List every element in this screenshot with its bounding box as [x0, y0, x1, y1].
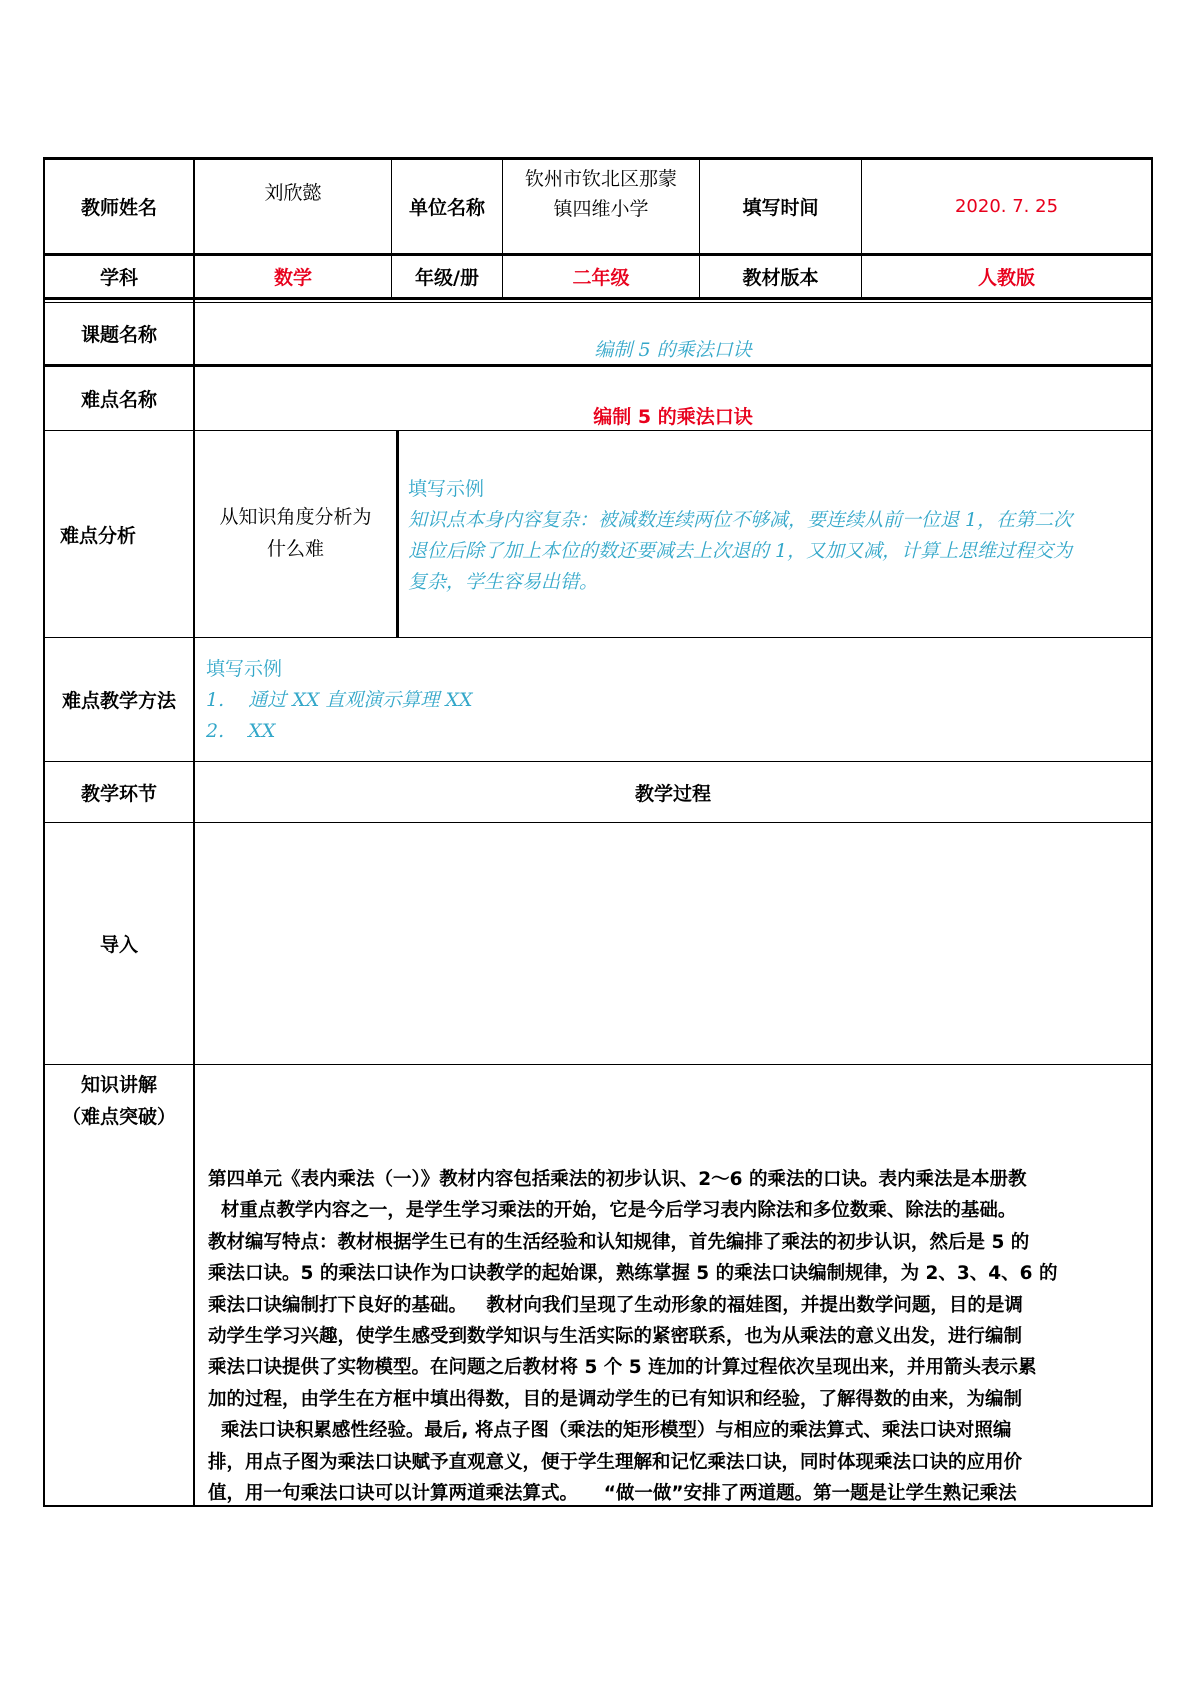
knowledge-label-line-2: （难点突破）	[61, 1106, 176, 1128]
unit-name-label: 单位名称	[408, 197, 485, 219]
fill-date-label: 填写时间	[742, 197, 819, 219]
process-step-label: 教学环节	[80, 782, 157, 805]
analysis-divider	[396, 430, 399, 637]
analysis-example	[408, 474, 1148, 598]
method-item-1: 1. 通过 XX 直观演示算理 XX	[206, 689, 473, 711]
edition-label: 教材版本	[742, 267, 819, 289]
table-rule-4	[43, 364, 1153, 367]
subject-value: 数学	[273, 267, 312, 289]
grade-label: 年级/册	[415, 267, 479, 289]
knowledge-line-4: 乘法口诀。5 的乘法口诀作为口诀教学的起始课，熟练掌握 5 的乘法口诀编制规律，为 2、3、4、6 的	[208, 1263, 1058, 1285]
analysis-sub-label	[195, 495, 396, 570]
table-rule-5	[43, 430, 1153, 431]
knowledge-content	[208, 1164, 1143, 1509]
knowledge-line-1: 第四单元《表内乘法（一）》教材内容包括乘法的初步认识、2～6 的乘法的口诀。表内乘法是本册教	[208, 1169, 1027, 1190]
knowledge-label	[45, 1066, 193, 1136]
unit-name-line-1: 钦州市钦北区那蒙	[524, 168, 677, 190]
knowledge-line-3: 教材编写特点：教材根据学生已有的生活经验和认知规律，首先编排了乘法的初步认识，然后是 5 的	[208, 1231, 1030, 1253]
knowledge-line-10: 排，用点子图为乘法口诀赋予直观意义，便于学生理解和记忆乘法口诀，同时体现乘法口诀的应用价	[208, 1451, 1023, 1473]
knowledge-line-2: 材重点教学内容之一，是学生学习乘法的开始，它是今后学习表内除法和多位数乘、除法的基础。	[208, 1200, 1017, 1222]
difficulty-label: 难点名称	[80, 389, 157, 411]
knowledge-label-line-1: 知识讲解	[80, 1074, 157, 1096]
analysis-example-title: 填写示例	[408, 478, 485, 500]
teacher-name-label: 教师姓名	[80, 197, 157, 219]
analysis-line-2: 退位后除了加上本位的数还要减去上次退的 1，又加又减，计算上思维过程交为	[408, 540, 1073, 562]
knowledge-line-5: 乘法口诀编制打下良好的基础。 教材向我们呈现了生动形象的福娃图，并提出数学问题，目的是调	[208, 1294, 1023, 1316]
unit-name-value	[503, 160, 699, 228]
edition-value: 人教版	[977, 267, 1035, 289]
table-rule-3	[43, 302, 1153, 303]
teacher-name-value: 刘欣懿	[264, 181, 322, 204]
knowledge-line-9: 乘法口诀积累感性经验。最后, 将点子图（乘法的矩形模型）与相应的乘法算式、乘法口诀对照编	[208, 1420, 1012, 1442]
analysis-sub-label-line-1: 从知识角度分析为	[219, 505, 372, 528]
analysis-line-1: 知识点本身内容复杂：被减数连续两位不够减，要连续从前一位退 1，在第二次	[408, 509, 1073, 531]
method-example	[206, 654, 1106, 747]
knowledge-line-6: 动学生学习兴趣，使学生感受到数学知识与生活实际的紧密联系，也为从乘法的意义出发，进行编制	[208, 1326, 1023, 1348]
unit-name-line-2: 镇四维小学	[553, 198, 649, 220]
subject-label: 学科	[99, 267, 138, 289]
method-item-2: 2. XX	[206, 720, 276, 742]
table-rule-9	[43, 1064, 1153, 1065]
grade-value: 二年级	[572, 267, 630, 289]
method-label: 难点教学方法	[61, 690, 176, 712]
knowledge-line-11: 值，用一句乘法口诀可以计算两道乘法算式。 “做一做”安排了两道题。第一题是让学生熟记乘法	[208, 1483, 1017, 1505]
knowledge-line-8: 加的过程，由学生在方框中填出得数，目的是调动学生的已有知识和经验，了解得数的由来，为编制	[208, 1388, 1023, 1410]
topic-label: 课题名称	[80, 324, 157, 346]
intro-label: 导入	[99, 934, 138, 956]
topic-value: 编制 5 的乘法口诀	[594, 338, 752, 361]
difficulty-value: 编制 5 的乘法口诀	[593, 405, 753, 428]
table-rule-2	[43, 297, 1153, 300]
process-label: 教学过程	[634, 782, 711, 805]
analysis-label: 难点分析	[59, 524, 136, 547]
analysis-sub-label-line-2: 什么难	[266, 537, 324, 560]
method-example-title: 填写示例	[206, 658, 283, 680]
knowledge-line-7: 乘法口诀提供了实物模型。在问题之后教材将 5 个 5 连加的计算过程依次呈现出来，并用箭头表示累	[208, 1357, 1037, 1379]
analysis-line-3: 复杂，学生容易出错。	[408, 571, 599, 593]
fill-date-value: 2020. 7. 25	[954, 196, 1059, 217]
intro-content	[195, 823, 1151, 1064]
table-rule-6	[43, 637, 1153, 638]
table-border-right	[1151, 157, 1153, 1507]
